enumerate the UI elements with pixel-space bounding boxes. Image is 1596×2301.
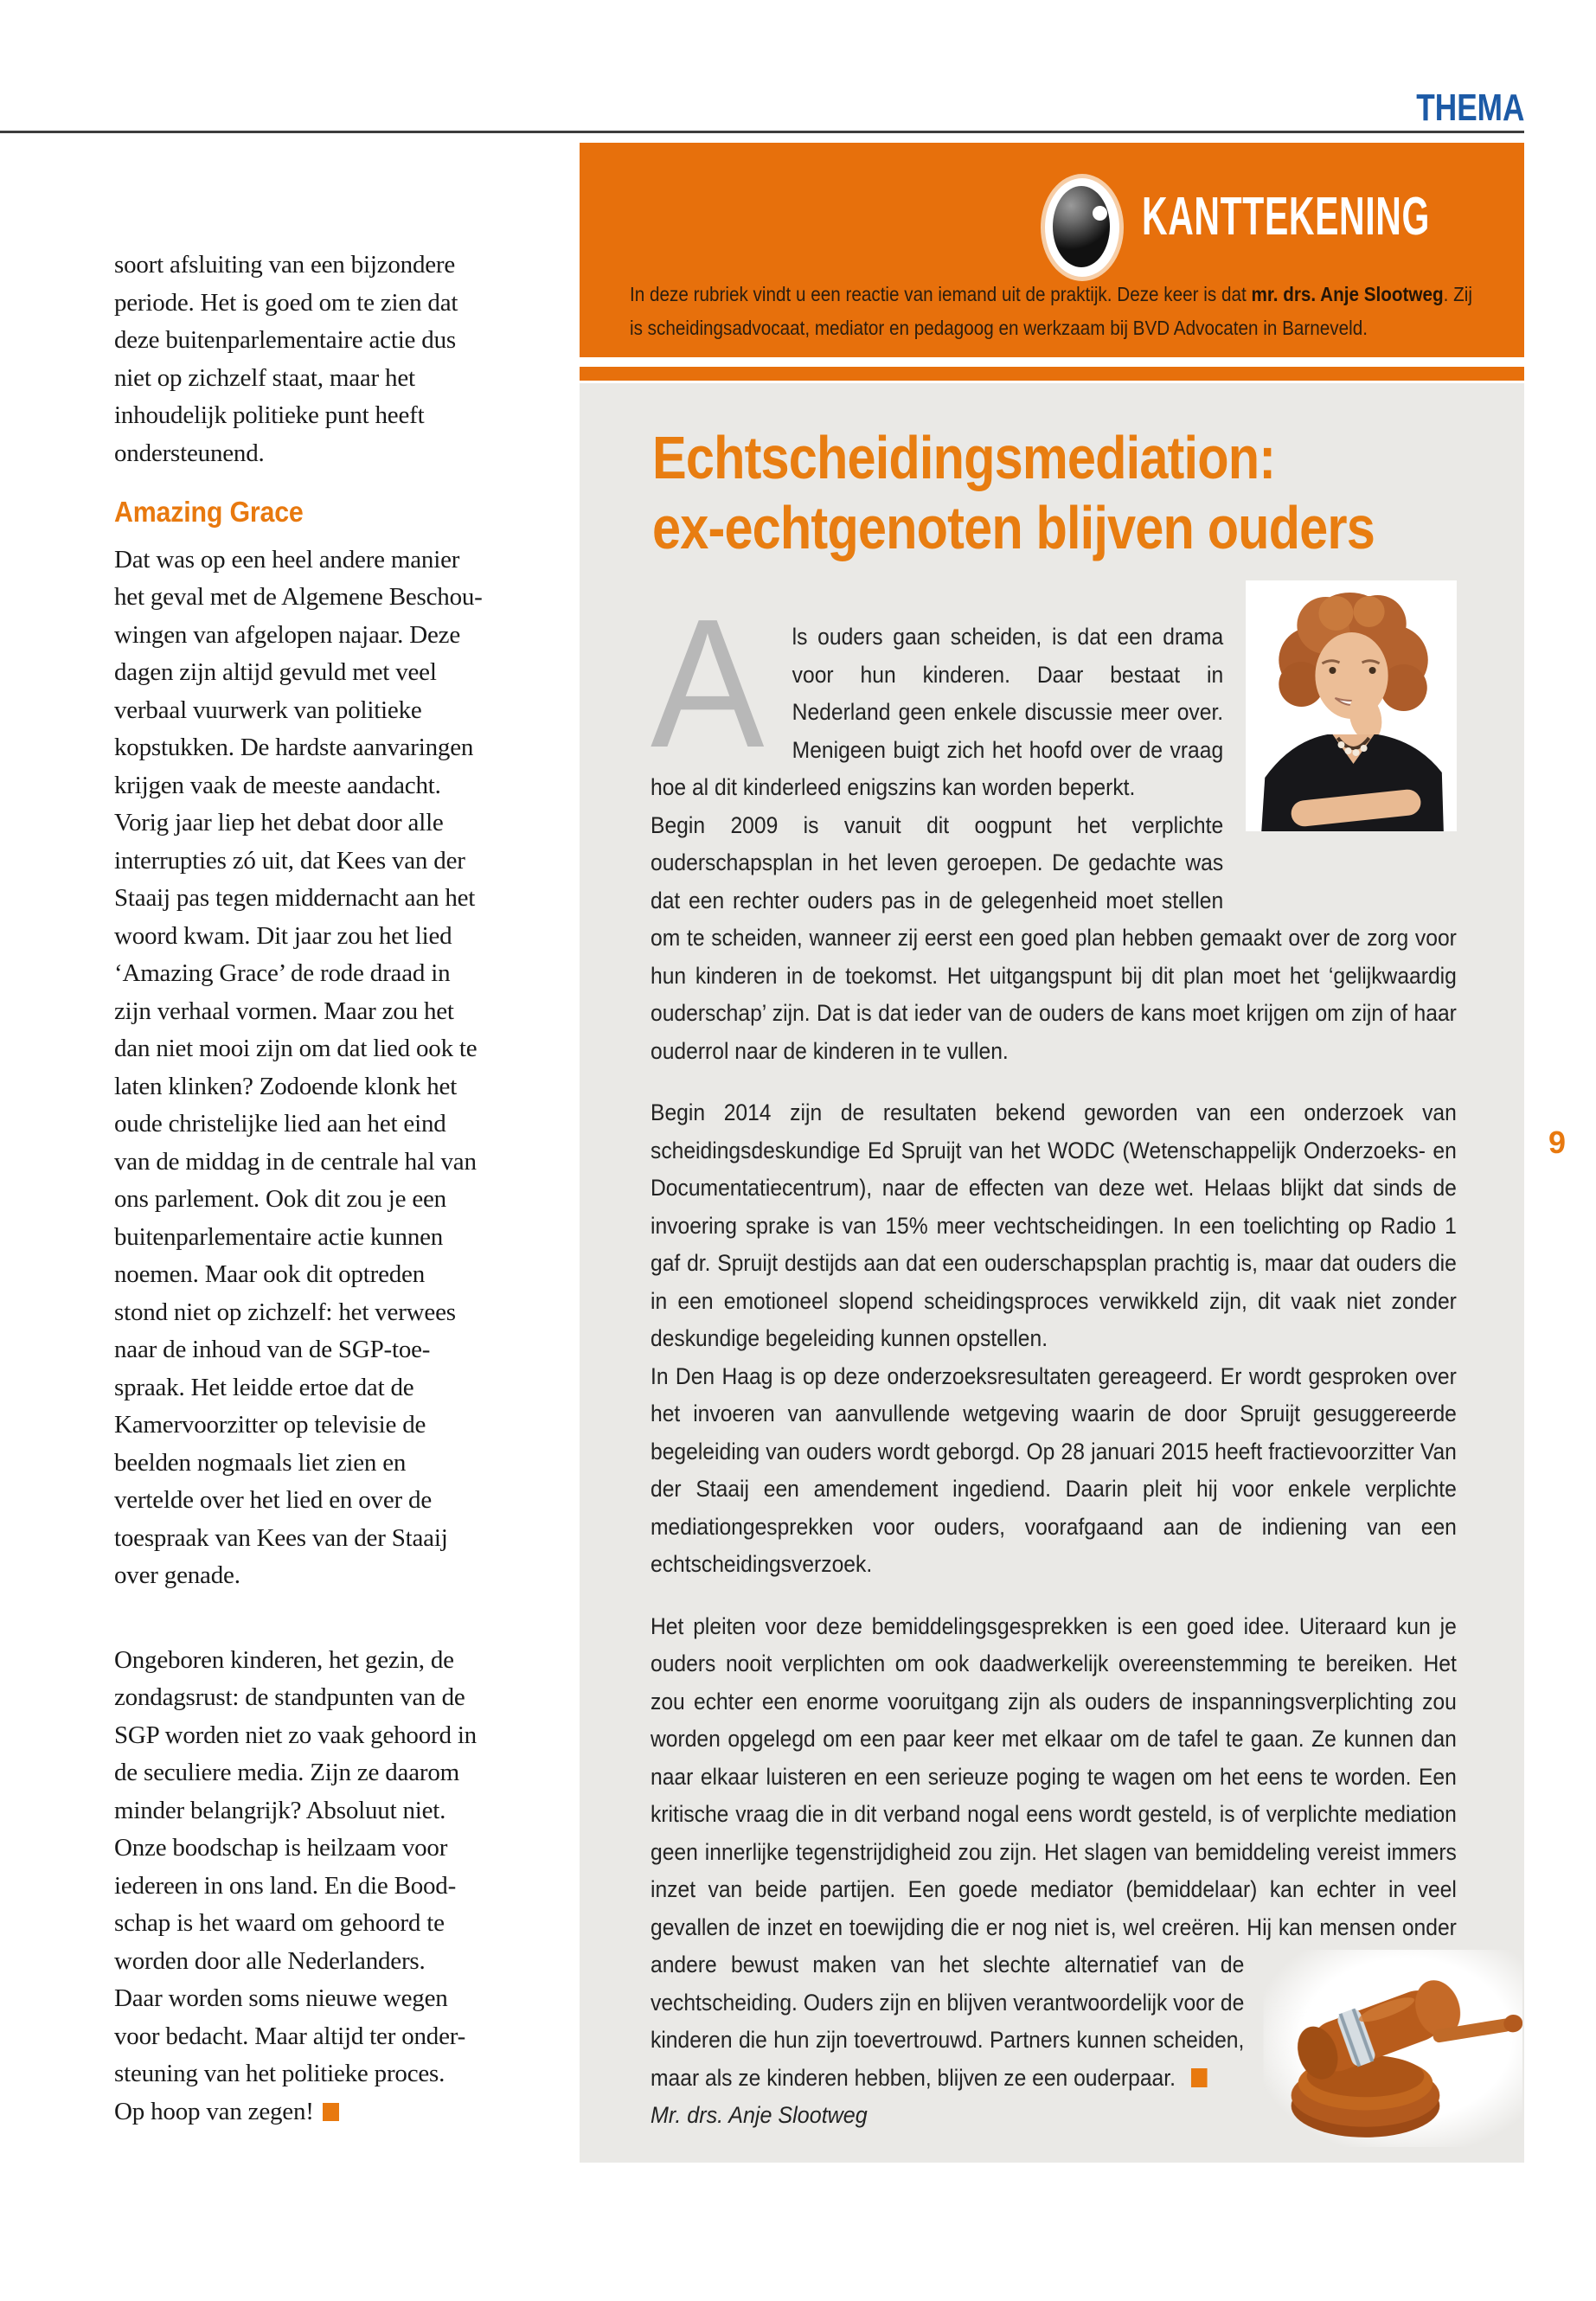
text-line: periode. Het is goed om te zien dat — [114, 288, 458, 317]
text-line: Onze boodschap is heilzaam voor — [114, 1834, 448, 1862]
text-line: Kamervoorzitter op televisie de — [114, 1411, 426, 1439]
kantekening-box — [580, 143, 1524, 357]
end-of-article-square — [1191, 2068, 1208, 2087]
kantekening-label: KANTTEKENING — [1142, 187, 1431, 247]
portrait-photo — [1246, 580, 1457, 831]
text-line: dan niet mooi zijn om dat lied ook te — [114, 1035, 478, 1062]
text-line: zijn verhaal vormen. Maar zou het — [114, 997, 454, 1025]
dropcap-letter: A — [651, 580, 765, 785]
left-paragraph-3 — [114, 1642, 564, 2093]
text-line: krijgen vaak de meeste aandacht. — [114, 771, 441, 799]
text-line: steuning van het politieke proces. — [114, 2060, 445, 2087]
eye-icon-highlight — [1093, 206, 1107, 221]
article-title-line1: Echtscheidingsmediation: — [652, 424, 1276, 491]
section-tag: THEMA — [1415, 87, 1524, 129]
text-line: Daar worden soms nieuwe wegen — [114, 1984, 448, 2012]
text-line: het geval met de Algemene Beschou- — [114, 583, 483, 611]
article-panel — [580, 383, 1524, 2163]
kantekening-intro — [630, 278, 1486, 345]
text-line: noemen. Maar ook dit optreden — [114, 1260, 426, 1288]
intro-text: In deze rubriek vindt u een reactie van iemand uit de praktijk. Deze keer is dat — [630, 283, 1252, 305]
text-line: naar de inhoud van de SGP-toe- — [114, 1336, 431, 1363]
text-line: zondagsrust: de standpunten van de — [114, 1683, 465, 1711]
text-line: ‘Amazing Grace’ de rode draad in — [114, 959, 451, 987]
paragraph-text: Het pleiten voor deze bemiddelingsgesprekken is een goed idee. Uiteraard kun je ouders nooit verplichten om ook daadwerkelijk overeenstemming te bereiken. Het zou echter een enorme vooruitgang zijn als ouders de inspanningsverplichting zou worden opgelegd om een paar keer met elkaar om de tafel te gaan. Ze kunnen dan naar elkaar luisteren en een serieuze poging te wagen om het eens te worden. Een kritische vraag die in dit verband nogal eens wordt gesteld, is of verplichte mediation geen innerlijke tegenstrijdigheid zou zijn. Het slagen van bemiddeling vereist immers inzet van beide partijen. Een goede mediator (bemiddelaar) kan echter in veel gevallen de inzet en toewijding die er nog niet is, wel creëren. Hij kan mensen — [651, 1612, 1457, 1940]
article-title-line2: ex-echtgenoten blijven ouders — [652, 494, 1375, 561]
text-line: iedereen in ons land. En die Bood- — [114, 1871, 457, 1900]
text-line: oude christelijke lied aan het eind — [114, 1110, 446, 1138]
text-line: voor bedacht. Maar altijd ter onder- — [114, 2022, 466, 2050]
text-line: toespraak van Kees van der Staaij — [114, 1523, 448, 1552]
text-line: stond niet op zichzelf: het verwees — [114, 1298, 456, 1326]
text-line: SGP worden niet zo vaak gehoord in — [114, 1721, 477, 1749]
text-line: laten klinken? Zodoende klonk het — [114, 1072, 458, 1100]
article-paragraph — [651, 580, 1457, 807]
text-line: buitenparlementaire actie kunnen — [114, 1222, 444, 1251]
last-line-text: Op hoop van zegen! — [114, 2097, 314, 2125]
text-line: van de middag in de centrale hal van — [114, 1147, 477, 1176]
left-column-heading: Amazing Grace — [114, 496, 304, 528]
text-line: ondersteunend. — [114, 439, 265, 467]
portrait-photo-drawing — [1246, 580, 1457, 831]
article-title — [652, 423, 1502, 563]
paragraph-text: ls ouders gaan scheiden, is dat een drama voor hun kinderen. Daar bestaat in Nederland geen enkele discussie meer over. Menigeen buigt zich het hoofd over de vraag hoe al dit kinderleed enigszins kan worden beperkt. — [651, 624, 1224, 800]
text-line: niet op zichzelf staat, maar het — [114, 363, 415, 392]
header-rule — [0, 131, 1524, 133]
text-line: ons parlement. Ook dit zou je een — [114, 1185, 446, 1213]
text-line: soort afsluiting van een bijzondere — [114, 251, 456, 279]
text-line: Vorig jaar liep het debat door alle — [114, 809, 444, 836]
intro-author-name: mr. drs. Anje Slootweg — [1251, 283, 1444, 305]
paragraph-text: onder andere bewust maken van het slechte alternatief van de vechtscheiding. Ouders zijn en blijven verantwoordelijk voor de kinderen die hun zijn toevertrouwd. Partners kunnen scheiden, maar als ze kinderen hebben, blijven ze een ouderpaar. — [651, 1913, 1457, 2091]
eye-icon-pupil — [1053, 186, 1110, 267]
text-line: vertelde over het lied en over de — [114, 1486, 433, 1514]
article-signature: Mr. drs. Anje Slootweg — [651, 2102, 868, 2128]
left-paragraph-last-line — [114, 2093, 564, 2131]
text-line: worden door alle Nederlanders. — [114, 1946, 426, 1975]
intro-text-tail: . Zij is scheidingsadvocaat, mediator en pedagoog en werkzaam bij BVD Advocaten in Barneveld. — [630, 283, 1472, 339]
text-line: kopstukken. De hardste aanvaringen — [114, 734, 474, 761]
text-line: schap is het waard om gehoord te — [114, 1909, 445, 1937]
text-line: verbaal vuurwerk van politieke — [114, 695, 422, 724]
left-paragraph-2 — [114, 542, 564, 1595]
article-paragraph — [651, 1608, 1457, 2098]
left-column — [114, 247, 564, 2131]
text-line: inhoudelijk politieke punt heeft — [114, 401, 425, 429]
orange-divider-strip — [580, 367, 1524, 381]
page-number: 9 — [1548, 1125, 1567, 1160]
eye-icon-white — [1045, 178, 1119, 277]
text-line: Staaij pas tegen middernacht aan het — [114, 884, 476, 912]
text-line: minder belangrijk? Absoluut niet. — [114, 1796, 446, 1824]
text-line: de seculiere media. Zijn ze daarom — [114, 1759, 460, 1786]
article-paragraph: Begin 2009 is vanuit dit oogpunt het verplichte ouderschapsplan in het leven geroepen. De gedachte was dat een rechter ouders pas in de gelegenheid moet stellen om te scheiden, wanneer zij eerst een goed plan hebben gemaakt over de zorg voor hun kinderen in de toekomst. Het uitgangspunt bij dit plan moet het ‘gelijkwaardig ouderschap’ zijn. Dat is dat ieder van de ouders de kans moet krijgen om zijn of haar ouderrol naar de kinderen in te vullen. — [651, 811, 1457, 1064]
text-line: wingen van afgelopen najaar. Deze — [114, 620, 461, 649]
text-line: Dat was op een heel andere manier — [114, 545, 460, 574]
article-paragraph: In Den Haag is op deze onderzoeksresultaten gereageerd. Er wordt gesproken over het invoeren van aanvullende wetgeving waarin de door Spruijt gesuggereerde begeleiding van ouders wordt geborgd. Op 28 januari 2015 heeft fractievoorzitter Van der Staaij een amendement ingediend. Daarin pleit hij voor enkele verplichte mediationgesprekken voor ouders, voorafgaand aan de indiening van een echtscheidingsverzoek. — [651, 1362, 1457, 1577]
gavel-photo — [1264, 1950, 1522, 2147]
article-body — [651, 580, 1457, 2147]
text-line: Ongeboren kinderen, het gezin, de — [114, 1645, 454, 1674]
eye-icon — [1041, 174, 1124, 281]
article-paragraph: Begin 2014 zijn de resultaten bekend geworden van een onderzoek van scheidingsdeskundige Ed Spruijt van het WODC (Wetenschappelijk Onderzoeks- en Documentatiecentrum), naar de effecten van deze wet. Helaas blijkt dat sinds de invoering sprake is van 15% meer vechtscheidingen. In een toelichting op Radio 1 gaf dr. Spruijt destijds aan dat een ouderschapsplan prachtig is, maar dat ouders die in een emotioneel slopend scheidingsproces verwikkeld zijn, dit vaak niet zonder deskundige begeleiding kunnen opstellen. — [651, 1099, 1457, 1351]
text-line: interrupties zó uit, dat Kees van der — [114, 846, 465, 875]
left-paragraph-1 — [114, 247, 564, 472]
text-line: deze buitenparlementaire actie dus — [114, 326, 456, 354]
text-line: over genade. — [114, 1561, 240, 1589]
gavel-photo-drawing — [1264, 1950, 1522, 2147]
text-line: beelden nogmaals liet zien en — [114, 1448, 407, 1477]
text-line: dagen zijn altijd gevuld met veel — [114, 658, 437, 686]
text-line: spraak. Het leidde ertoe dat de — [114, 1373, 414, 1401]
end-of-article-square — [323, 2103, 339, 2121]
text-line: woord kwam. Dit jaar zou het lied — [114, 921, 452, 950]
